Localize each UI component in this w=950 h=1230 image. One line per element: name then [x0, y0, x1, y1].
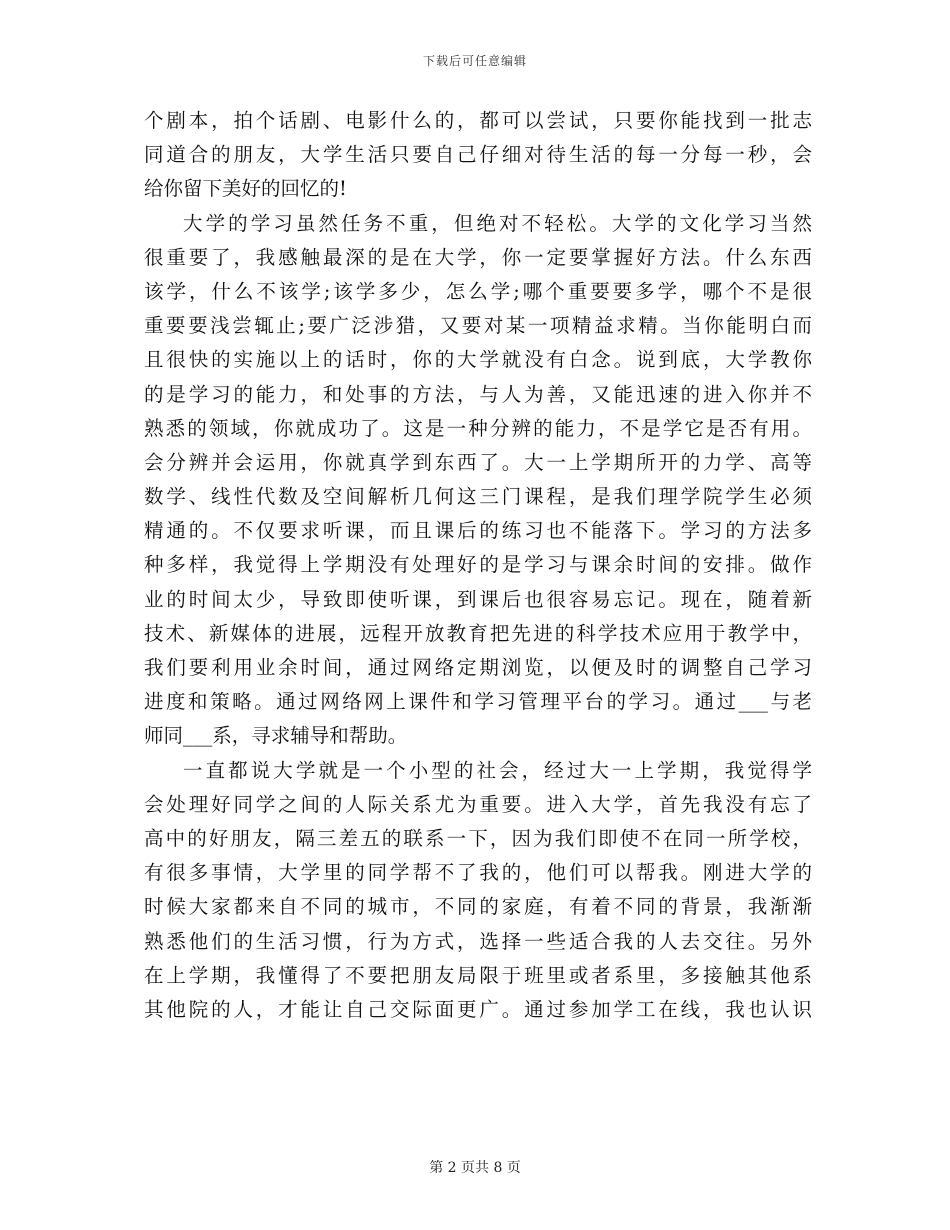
text-line: 同道合的朋友，大学生活只要自己仔细对待生活的每一分每一秒，会 [144, 143, 812, 167]
text-line: 会分辨并会运用，你就真学到东西了。大一上学期所开的力学、高等 [144, 450, 812, 474]
text-line: 该学，什么不该学;该学多少，怎么学;哪个重要要多学，哪个不是很 [144, 279, 812, 303]
paragraph-1 [144, 104, 812, 207]
text-line: 师同___系，寻求辅导和帮助。 [144, 724, 408, 748]
paragraph-3 [144, 754, 812, 1028]
text-line: 有很多事情，大学里的同学帮不了我的，他们可以帮我。刚进大学的 [144, 861, 812, 885]
text-line: 熟悉的领域，你就成功了。这是一种分辨的能力，不是学它是否有用。 [144, 416, 812, 440]
document-body [144, 104, 812, 1027]
text-line: 时候大家都来自不同的城市，不同的家庭，有着不同的背景，我渐渐 [144, 895, 812, 919]
text-line: 数学、线性代数及空间解析几何这三门课程，是我们理学院学生必须 [144, 485, 812, 509]
text-line: 会处理好同学之间的人际关系尤为重要。进入大学，首先我没有忘了 [144, 792, 812, 816]
text-line: 其他院的人，才能让自己交际面更广。通过参加学工在线，我也认识 [144, 997, 812, 1021]
text-line: 进度和策略。通过网络网上课件和学习管理平台的学习。通过___与老 [144, 690, 812, 714]
text-line: 高中的好朋友，隔三差五的联系一下，因为我们即使不在同一所学校， [144, 826, 812, 850]
text-line: 大学的学习虽然任务不重，但绝对不轻松。大学的文化学习当然 [183, 211, 812, 235]
text-line: 在上学期，我懂得了不要把朋友局限于班里或者系里，多接触其他系 [144, 963, 812, 987]
text-line: 个剧本，拍个话剧、电影什么的，都可以尝试，只要你能找到一批志 [144, 109, 812, 132]
text-line: 重要要浅尝辄止;要广泛涉猎，又要对某一项精益求精。当你能明白而 [144, 314, 812, 338]
text-line: 给你留下美好的回忆的! [144, 177, 347, 201]
text-line: 且很快的实施以上的话时，你的大学就没有白念。说到底，大学教你 [144, 348, 812, 372]
text-line: 一直都说大学就是一个小型的社会，经过大一上学期，我觉得学 [183, 758, 812, 782]
text-line: 熟悉他们的生活习惯，行为方式，选择一些适合我的人去交往。另外 [144, 929, 812, 953]
text-line: 种多样，我觉得上学期没有处理好的是学习与课余时间的安排。做作 [144, 553, 812, 577]
page-footer: 第 2 页共 8 页 [429, 1160, 521, 1176]
paragraph-2 [144, 207, 812, 754]
text-line: 我们要利用业余时间，通过网络定期浏览，以便及时的调整自己学习 [144, 656, 812, 679]
text-line: 很重要了，我感触最深的是在大学，你一定要掌握好方法。什么东西 [144, 245, 812, 269]
text-line: 技术、新媒体的进展，远程开放教育把先进的科学技术应用于教学中， [144, 621, 812, 645]
text-line: 的是学习的能力，和处事的方法，与人为善，又能迅速的进入你并不 [144, 382, 812, 406]
text-line: 业的时间太少，导致即使听课，到课后也很容易忘记。现在，随着新 [144, 587, 812, 611]
page-header: 下载后可任意编辑 [422, 54, 527, 68]
text-line: 精通的。不仅要求听课，而且课后的练习也不能落下。学习的方法多 [144, 519, 812, 543]
